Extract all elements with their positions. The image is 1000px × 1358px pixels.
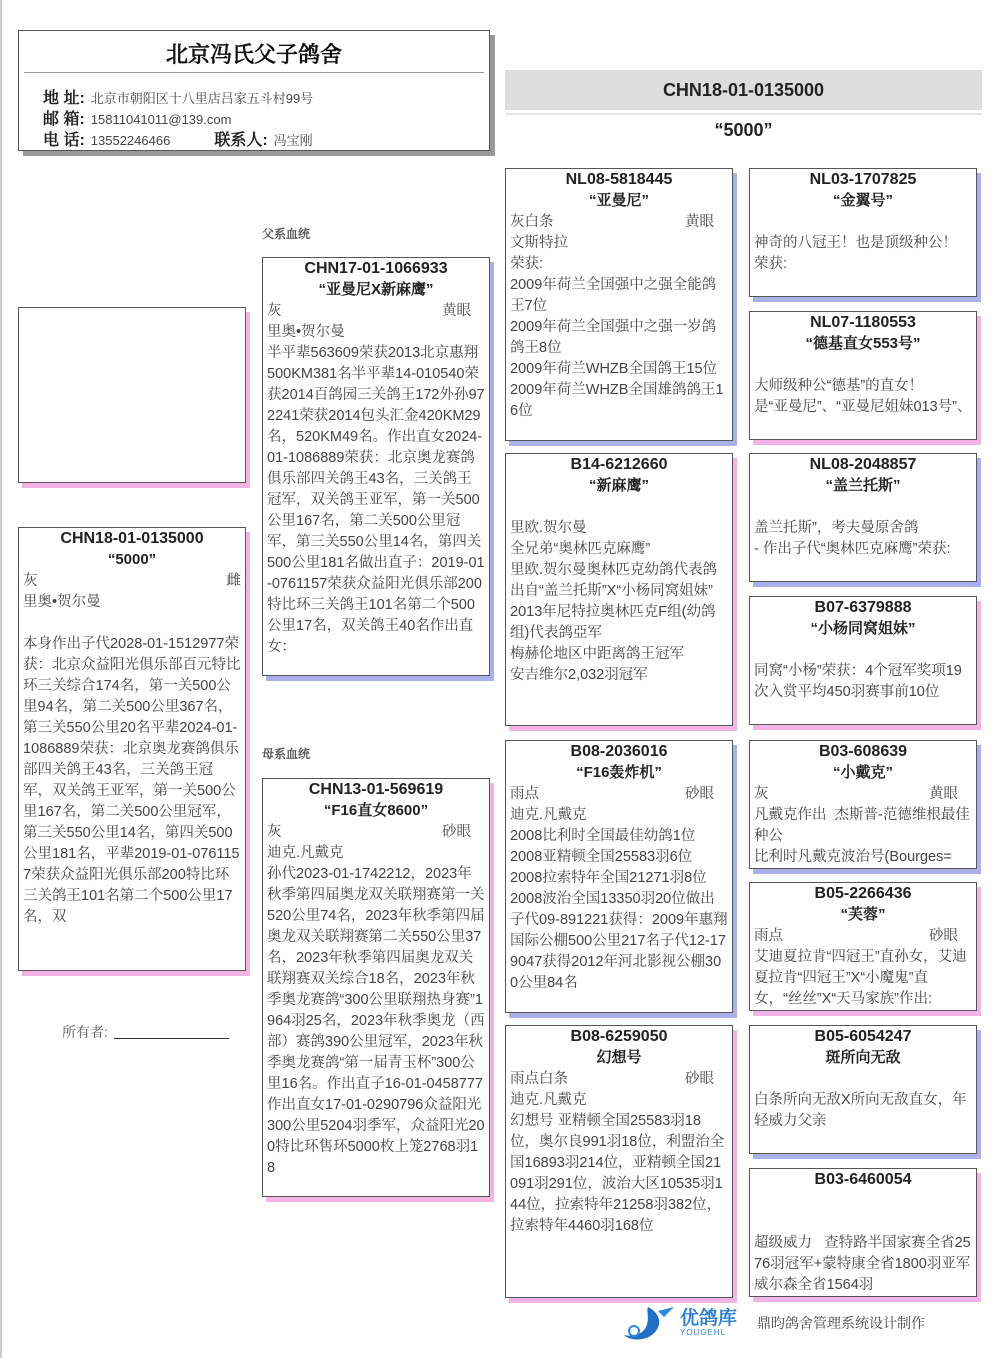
color-eye-row xyxy=(754,355,972,376)
pigeon-name: “亚曼尼X新麻鹰” xyxy=(318,281,434,298)
footer xyxy=(618,1303,925,1343)
color-eye-row xyxy=(754,926,972,947)
achievements: 本身作出子代2028-01-1512977荣获：北京众益阳光俱乐部百元特比环三关综合174名，第一关500公里94名，第二关500公里367名，第三关550公里20名平辈2024-01-1086889荣获：北京奥龙赛鸽俱乐部四关鸽王43名，三关鸽王冠军，双关鸽王亚军，第一关500公里167名，第二关500公里冠军，第三关550公里14名，第四关500公里181名，平辈2019-01-0761157荣获众益阳光俱乐部200特比环三关鸽王101名第二个500公里17名，双 xyxy=(23,636,241,925)
pigeon-card-ddd xyxy=(749,1168,977,1297)
yougeku-logo-icon xyxy=(618,1303,680,1343)
loft-header xyxy=(18,30,490,151)
achievements: 幻想号 亚精顿全国25583羽18位，奥尔良991羽18位，利盟治全国16893羽214位，亚精顿全国21091羽291位，波治大区10535羽144位，拉索特年21258羽382位，拉索特年4460羽168位 xyxy=(510,1113,725,1234)
ring-number: B03-6460054 xyxy=(814,1171,912,1188)
email-row xyxy=(43,106,231,129)
ring-number: B14-6212660 xyxy=(570,456,668,473)
color-eye-row xyxy=(267,822,485,843)
pigeon-name: “F16直女8600” xyxy=(323,802,429,819)
pigeon-card-sss xyxy=(749,168,977,297)
feather-color: 雨点 xyxy=(754,928,783,944)
feather-color: 灰白条 xyxy=(510,214,554,230)
pigeon-card-ss xyxy=(505,168,733,441)
ring-number: CHN17-01-1066933 xyxy=(304,260,448,277)
pigeon-name: “金翼号” xyxy=(832,192,893,209)
address-row xyxy=(43,85,313,108)
color-eye-row xyxy=(23,571,241,592)
pigeon-card-ssd xyxy=(749,311,977,440)
sire-line-label: 父系血统 xyxy=(262,227,311,241)
strain: 里奥•贺尔曼 xyxy=(267,324,345,340)
feather-color: 雨点白条 xyxy=(510,1071,568,1087)
color-eye-row xyxy=(754,497,972,518)
sex: 雌 xyxy=(226,573,241,589)
eye-type: 砂眼 xyxy=(929,928,958,944)
pigeon-name: “亚曼尼” xyxy=(588,192,649,209)
achievements: 全兄弟“奥林匹克麻鹰” 里欧.贺尔曼奥林匹克幼鸽代表鸽 出自“盖兰托斯”X“小杨同窝姐妹” 2013年尼特拉奥林匹克F组(幼鸽组)代表鸽亞军 梅赫伦地区中距离鸽王冠军 安吉维尔2,032羽冠军 xyxy=(510,541,718,683)
address-value: 北京市朝阳区十八里店吕家五斗村99号 xyxy=(90,91,314,106)
pigeon-name: “芙蓉” xyxy=(840,906,886,923)
ring-number: NL08-2048857 xyxy=(809,456,917,473)
address-label: 地 址: xyxy=(43,90,85,107)
pigeon-photo-placeholder xyxy=(18,307,246,483)
eye-type: 黄眼 xyxy=(685,214,714,230)
email-label: 邮 箱: xyxy=(43,111,85,128)
ring-number: B08-6259050 xyxy=(570,1028,668,1045)
ring-number: NL03-1707825 xyxy=(809,171,917,188)
divider xyxy=(505,113,982,115)
pigeon-name xyxy=(754,1190,972,1212)
feather-color: 灰 xyxy=(23,573,38,589)
achievements: 同窝“小杨”荣获：4个冠军奖项19次入赏平均450羽赛事前10位 xyxy=(754,663,962,700)
phone-value: 13552246466 xyxy=(90,133,171,148)
color-eye-row xyxy=(754,784,972,805)
achievements: 凡戴克作出 杰斯普-范德维根最佳种公 比利时凡戴克波治号(Bourges= xyxy=(754,807,970,865)
achievements: 半平辈563609荣获2013北京惠翔500KM381名半平辈14-010540荣获2014百鸽园三关鸽王172外孙972241荣获2014包头汇金420KM29名，520KM49名。作出直女2024-01-1086889荣获：北京奥龙赛鸽俱乐部四关鸽王43名，三关鸽王冠军，双关鸽王亚军，第一关500公里167名，第二关500公里冠军，第三关550公里14名，第四关500公里181名做出直子：2019-01-0761157荣获众益阳光俱乐部200特比环三关鸽王101名第二个500公里17名，双关鸽王40名作出直女： xyxy=(267,345,485,655)
email-value: 15811041011@139.com xyxy=(90,112,232,127)
pigeon-card-sds xyxy=(749,453,977,582)
owner-label: 所有者: xyxy=(62,1024,108,1040)
owner-field xyxy=(62,1022,229,1042)
contact-value: 冯宝刚 xyxy=(273,133,313,148)
ring-number: B05-2266436 xyxy=(814,885,912,902)
achievements: 荣获: 2009年荷兰全国强中之强全能鸽王7位 2009年荷兰全国强中之强一岁鸽鸽王8位 2009年荷兰WHZB全国鸽王15位 2009年荷兰WHZB全国雄鸽鸽王16位 xyxy=(510,256,724,419)
eye-type: 砂眼 xyxy=(685,1071,714,1087)
strain: 里欧.贺尔曼 xyxy=(510,520,587,536)
subject-ring-banner: CHN18-01-0135000 xyxy=(505,70,982,110)
eye-type: 黄眼 xyxy=(929,786,958,802)
loft-title: 北京冯氏父子鸽舍 xyxy=(165,42,342,67)
ring-number: B03-608639 xyxy=(818,743,908,760)
pigeon-name: “小杨同窝姐妹” xyxy=(810,620,916,637)
pigeon-name: 斑所向无敌 xyxy=(825,1049,901,1066)
achievements: 2008比利时全国最佳幼鸽1位 2008亚精顿全国25583羽6位 2008拉索特年全国21271羽8位 2008波治全国13350羽20位做出子代09-891221获得：2009年惠翔国际公棚500公里217名子代12-179047获得2012年河北影视公棚300公里84名 xyxy=(510,828,728,991)
pigeon-card-sire xyxy=(262,257,490,676)
color-eye-row xyxy=(754,1212,972,1233)
pigeon-card-sd xyxy=(505,453,733,726)
pigeon-card-ds xyxy=(505,740,733,1013)
pigeon-card-dss xyxy=(749,740,977,869)
strain: 迪克.凡戴克 xyxy=(510,1092,587,1108)
pigeon-name: “F16轰炸机” xyxy=(576,764,662,781)
pigeon-name: “德基直女553号” xyxy=(805,335,921,352)
strain: 里奥•贺尔曼 xyxy=(23,594,101,610)
pigeon-name: 幻想号 xyxy=(596,1049,642,1066)
eye-type: 砂眼 xyxy=(685,786,714,802)
pigeon-card-subject xyxy=(18,527,246,971)
contact-label: 联系人: xyxy=(214,132,268,149)
color-eye-row xyxy=(754,640,972,661)
pigeon-card-dam xyxy=(262,778,490,1197)
pigeon-name: “盖兰托斯” xyxy=(825,477,901,494)
achievements: 孙代2023-01-1742212，2023年秋季第四届奥龙双关联翔赛第一关520公里74名，2023年秋季第四届奥龙双关联翔赛第二关550公里37名，2023年秋季第四届奥龙双关联翔赛双关综合18名，2023年秋季奥龙赛鸽“300公里联翔热身赛”1964羽25名，2023年秋季奥龙（西部）赛鸽390公里冠军，2023年秋季奥龙赛鸽“第一届青玉杯”300公里16名。作出直子16-01-0458777作出直女17-01-0290796众益阳光300公里5204羽季军，众益阳光200特比环售环5000枚上笼2768羽18 xyxy=(267,866,485,1176)
pigeon-card-sdd xyxy=(749,596,977,725)
divider xyxy=(24,72,484,73)
pigeon-card-dds xyxy=(749,1025,977,1154)
strain: 迪克.凡戴克 xyxy=(510,807,587,823)
feather-color: 雨点 xyxy=(510,786,539,802)
ring-number: CHN13-01-569619 xyxy=(308,781,444,798)
brand-name: 优鸽库 xyxy=(680,1308,738,1329)
pigeon-card-dsd xyxy=(749,882,977,1011)
ring-number: B08-2036016 xyxy=(570,743,668,760)
ring-number: NL07-1180553 xyxy=(810,314,916,331)
pigeon-name: “小戴克” xyxy=(832,764,893,781)
achievements: 盖兰托斯”，考夫曼原舍鸽 - 作出子代“奥林匹克麻鹰”荣获: xyxy=(754,520,951,557)
ring-number: CHN18-01-0135000 xyxy=(60,530,204,547)
pigeon-name: “新麻鹰” xyxy=(588,477,649,494)
eye-type: 砂眼 xyxy=(442,824,471,840)
brand-sub: YOUGEHL xyxy=(680,1328,727,1337)
achievements: 艾迪夏拉肯“四冠王”直孙女，艾迪夏拉肯“四冠王”X“小魔鬼”直女，“丝丝”X“天马家族”作出: xyxy=(754,949,967,1007)
phone-row xyxy=(43,127,313,150)
color-eye-row xyxy=(510,1069,728,1090)
achievements: 超级威力 查特路半国家赛全省2576羽冠军+蒙特康全省1800羽亚军 威尔森全省1564羽 xyxy=(754,1235,975,1293)
strain: 文斯特拉 xyxy=(510,235,568,251)
ring-number: B05-6054247 xyxy=(814,1028,912,1045)
achievements: 神奇的八冠王！也是顶级种公！ 荣获: xyxy=(754,235,957,272)
color-eye-row xyxy=(754,1069,972,1090)
color-eye-row xyxy=(267,301,485,322)
phone-label: 电 话: xyxy=(43,132,85,149)
pigeon-name: “5000” xyxy=(107,551,157,568)
color-eye-row xyxy=(754,212,972,233)
feather-color: 灰 xyxy=(267,824,282,840)
credit-text: 鼎昀鸽舍管理系统设计制作 xyxy=(757,1315,926,1331)
eye-type: 黄眼 xyxy=(442,303,471,319)
ring-number: B07-6379888 xyxy=(814,599,912,616)
ring-number: NL08-5818445 xyxy=(565,171,673,188)
color-eye-row xyxy=(510,212,728,233)
strain: 迪克.凡戴克 xyxy=(267,845,344,861)
feather-color: 灰 xyxy=(754,786,769,802)
dam-line-label: 母系血统 xyxy=(262,747,311,761)
color-eye-row xyxy=(510,784,728,805)
subject-name-banner: “5000” xyxy=(714,120,773,140)
achievements: 大师级种公“德基”的直女！ 是“亚曼尼”、“亚曼尼姐妹013号”、 xyxy=(754,378,972,415)
color-eye-row xyxy=(510,497,728,518)
feather-color: 灰 xyxy=(267,303,282,319)
pigeon-card-dd xyxy=(505,1025,733,1298)
achievements: 白条所向无敌X所向无敌直女，年轻威力父亲 xyxy=(754,1092,967,1129)
owner-signature-line xyxy=(114,1038,229,1039)
